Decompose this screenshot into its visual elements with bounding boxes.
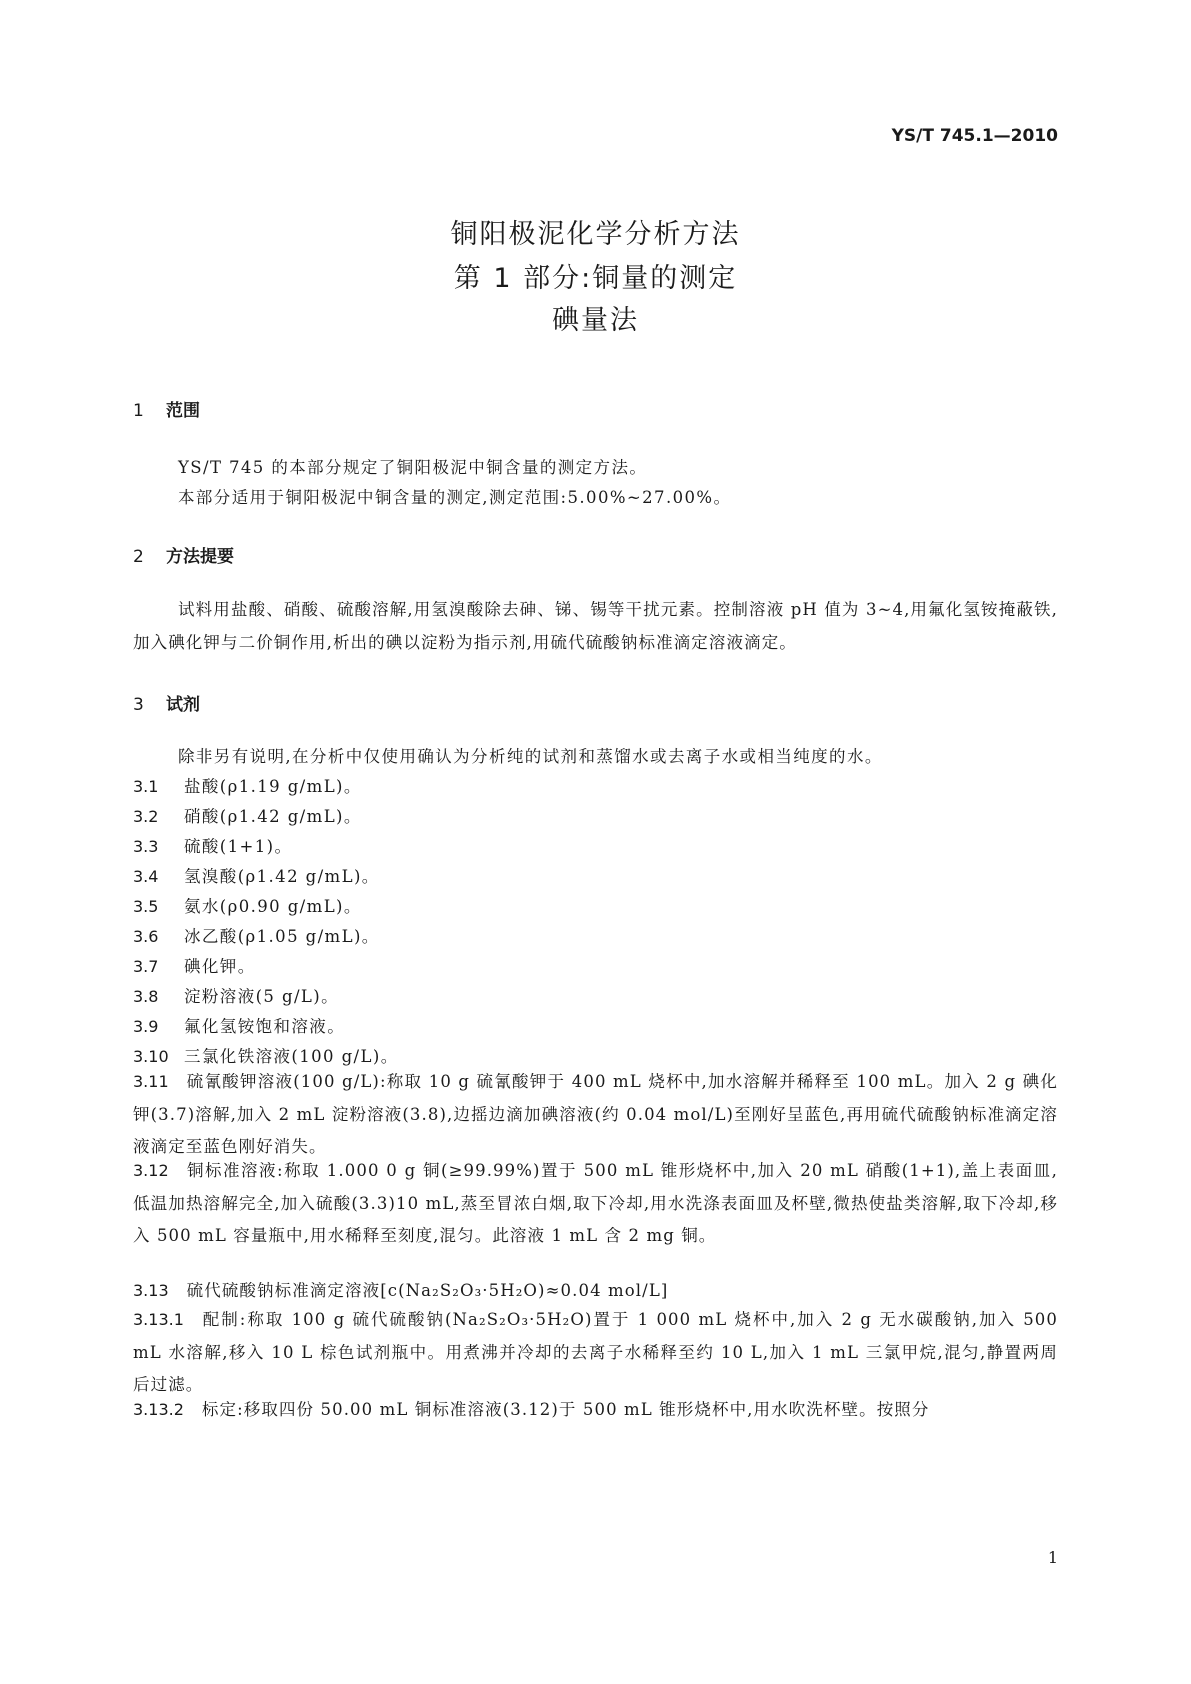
reagent-item — [133, 833, 292, 857]
section-2-paragraph: 试料用盐酸、硝酸、硫酸溶解,用氢溴酸除去砷、锑、锡等干扰元素。控制溶液 pH 值为 3~4,用氟化氢铵掩蔽铁,加入碘化钾与二价铜作用,析出的碘以淀粉为指示剂,用硫代硫酸钠标准滴定溶液滴定。 — [133, 600, 1058, 652]
section-1-heading — [133, 396, 200, 421]
reagent-item-number: 3.8 — [133, 987, 159, 1006]
reagent-item-number: 3.10 — [133, 1047, 169, 1066]
item-3-11-text: 硫氰酸钾溶液(100 g/L):称取 10 g 硫氰酸钾于 400 mL 烧杯中,加水溶解并稀释至 100 mL。加入 2 g 碘化钾(3.7)溶解,加入 2 mL 淀粉溶液(3.8),边摇边滴加碘溶液(约 0.04 mol/L)至刚好呈蓝色,再用硫代硫酸钠标准滴定溶液滴定至蓝色刚好消失。 — [133, 1072, 1058, 1156]
item-3-12 — [133, 1155, 1058, 1253]
section-1-number: 1 — [133, 401, 144, 421]
reagent-item — [133, 1043, 399, 1067]
section-2-number: 2 — [133, 547, 144, 567]
reagent-item-text: 氟化氢铵饱和溶液。 — [184, 1017, 346, 1036]
item-3-13-2 — [133, 1394, 1058, 1427]
section-2-heading — [133, 542, 234, 567]
section-3-number: 3 — [133, 695, 144, 715]
title-method: 碘量法 — [552, 305, 639, 336]
page-number: 1 — [1047, 1548, 1058, 1567]
item-3-13-1 — [133, 1304, 1058, 1402]
section-3-heading — [133, 690, 200, 715]
reagent-item-number: 3.2 — [133, 807, 159, 826]
item-3-13-2-text: 标定:移取四份 50.00 mL 铜标准溶液(3.12)于 500 mL 锥形烧杯中,用水吹洗杯壁。按照分 — [201, 1400, 930, 1419]
reagent-item-text: 硝酸(ρ1.42 g/mL)。 — [184, 807, 362, 826]
reagent-item — [133, 803, 362, 827]
reagent-item-number: 3.6 — [133, 927, 159, 946]
reagent-item — [133, 953, 256, 977]
section-1-paragraph-2: 本部分适用于铜阳极泥中铜含量的测定,测定范围:5.00%~27.00%。 — [178, 488, 732, 507]
reagent-item — [133, 893, 362, 917]
reagent-item-text: 三氯化铁溶液(100 g/L)。 — [184, 1047, 399, 1066]
reagent-item — [133, 863, 380, 887]
reagent-item — [133, 923, 380, 947]
item-3-12-number: 3.12 — [133, 1161, 169, 1180]
section-2-title: 方法提要 — [166, 547, 234, 567]
section-3-intro: 除非另有说明,在分析中仅使用确认为分析纯的试剂和蒸馏水或去离子水或相当纯度的水。 — [178, 747, 883, 766]
item-3-13-text: 硫代硫酸钠标准滴定溶液[c(Na₂S₂O₃·5H₂O)≈0.04 mol/L] — [186, 1281, 669, 1300]
section-3-title: 试剂 — [166, 695, 200, 715]
section-1-title: 范围 — [166, 401, 200, 421]
reagent-item — [133, 1013, 345, 1037]
reagent-item-number: 3.3 — [133, 837, 159, 856]
item-3-12-text: 铜标准溶液:称取 1.000 0 g 铜(≥99.99%)置于 500 mL 锥形烧杯中,加入 20 mL 硝酸(1+1),盖上表面皿,低温加热溶解完全,加入硫酸(3.3)10 mL,蒸至冒浓白烟,取下冷却,用水洗涤表面皿及杯壁,微热使盐类溶解,取下冷却,移入 500 mL 容量瓶中,用水稀释至刻度,混匀。此溶液 1 mL 含 2 mg 铜。 — [133, 1161, 1058, 1245]
reagent-item-text: 淀粉溶液(5 g/L)。 — [184, 987, 339, 1006]
item-3-13-1-text: 配制:称取 100 g 硫代硫酸钠(Na₂S₂O₃·5H₂O)置于 1 000 mL 烧杯中,加入 2 g 无水碳酸钠,加入 500 mL 水溶解,移入 10 L 棕色试剂瓶中。用煮沸并冷却的去离子水稀释至约 10 L,加入 1 mL 三氯甲烷,混匀,静置两周后过滤。 — [133, 1310, 1058, 1394]
reagent-item-text: 碘化钾。 — [184, 957, 256, 976]
item-3-13-2-number: 3.13.2 — [133, 1400, 184, 1419]
reagent-item-text: 硫酸(1+1)。 — [184, 837, 293, 856]
standard-number: YS/T 745.1—2010 — [891, 126, 1058, 146]
reagent-item — [133, 773, 362, 797]
reagent-item-number: 3.4 — [133, 867, 159, 886]
section-1-paragraph-1: YS/T 745 的本部分规定了铜阳极泥中铜含量的测定方法。 — [178, 458, 648, 477]
reagent-item — [133, 983, 339, 1007]
reagent-item-text: 氢溴酸(ρ1.42 g/mL)。 — [184, 867, 380, 886]
title-part: 第 1 部分:铜量的测定 — [453, 263, 738, 294]
title-main: 铜阳极泥化学分析方法 — [450, 219, 741, 250]
reagent-item-number: 3.9 — [133, 1017, 159, 1036]
reagent-item-number: 3.7 — [133, 957, 159, 976]
reagent-item-number: 3.5 — [133, 897, 159, 916]
item-3-13 — [133, 1275, 1058, 1308]
reagent-item-number: 3.1 — [133, 777, 159, 796]
reagent-item-text: 冰乙酸(ρ1.05 g/mL)。 — [184, 927, 380, 946]
reagent-item-text: 盐酸(ρ1.19 g/mL)。 — [184, 777, 362, 796]
reagent-item-text: 氨水(ρ0.90 g/mL)。 — [184, 897, 362, 916]
item-3-11-number: 3.11 — [133, 1072, 169, 1091]
item-3-13-number: 3.13 — [133, 1281, 169, 1300]
item-3-13-1-number: 3.13.1 — [133, 1310, 184, 1329]
item-3-11 — [133, 1066, 1058, 1164]
